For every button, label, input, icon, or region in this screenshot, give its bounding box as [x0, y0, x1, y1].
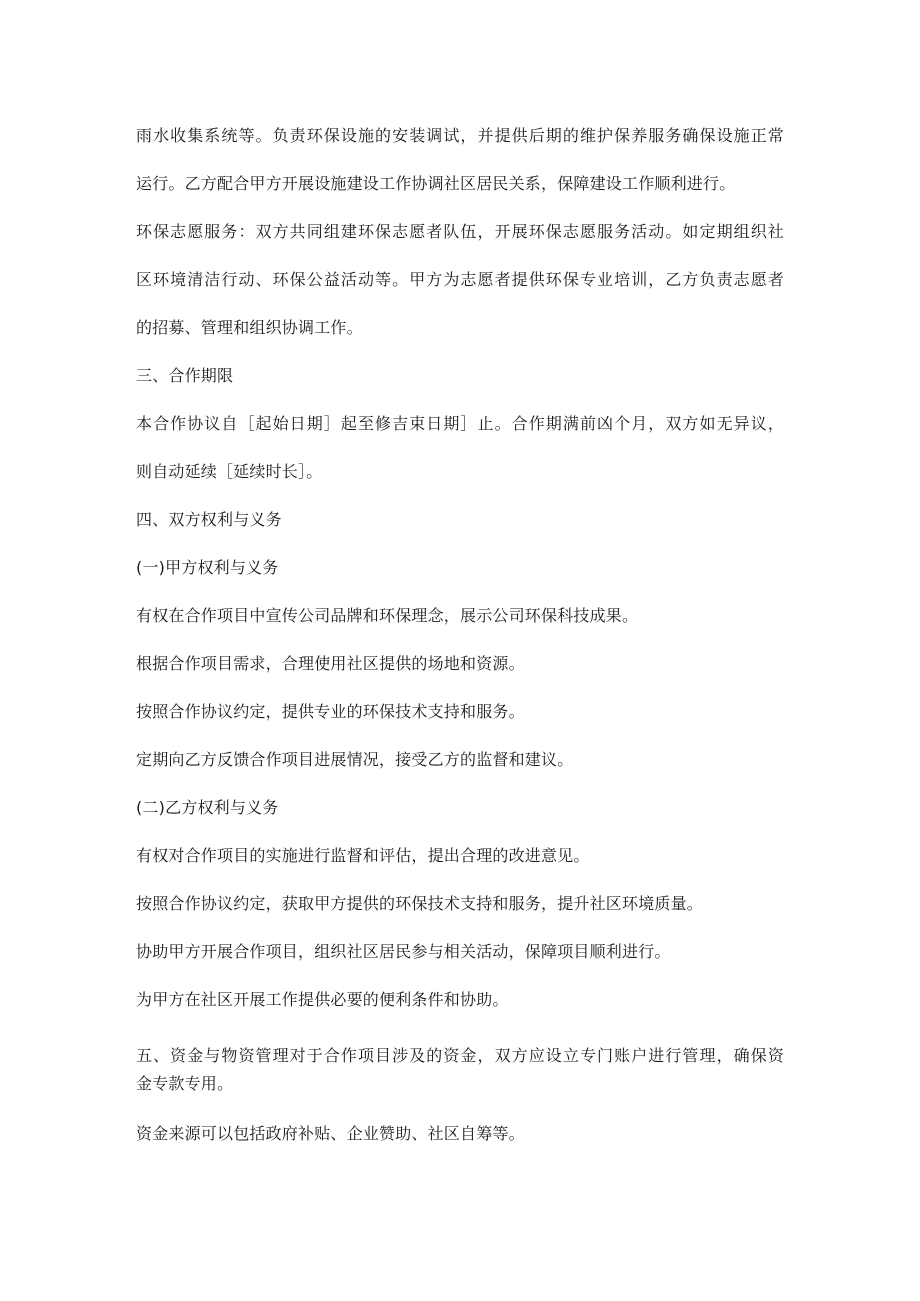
paragraph-line: 本合作协议自［起始日期］起至修吉束日期］止。合作期满前凶个月，双方如无异议，	[136, 414, 784, 433]
paragraph-line: 环保志愿服务：双方共同组建环保志愿者队伍，开展环保志愿服务活动。如定期组织社	[136, 222, 784, 241]
list-item: 根据合作项目需求，合理使用社区提供的场地和资源。	[136, 654, 525, 673]
paragraph-line: 的招募、管理和组织协调工作。	[136, 318, 363, 337]
list-item: 有权在合作项目中宣传公司品牌和环保理念，展示公司环保科技成果。	[136, 606, 639, 625]
section-heading: 四、双方权利与义务	[136, 510, 282, 529]
paragraph-line: 雨水收集系统等。负责环保设施的安装调试，并提供后期的维护保养服务确保设施正常	[136, 126, 784, 145]
paragraph-line: 则自动延续［延续时长］。	[136, 462, 323, 481]
subsection-heading: (一)甲方权利与义务	[136, 558, 279, 577]
list-item: 协助甲方开展合作项目，组织社区居民参与相关活动，保障项目顺利进行。	[136, 942, 671, 961]
paragraph-line: 区环境清洁行动、环保公益活动等。甲方为志愿者提供环保专业培训，乙方负责志愿者	[136, 270, 784, 289]
section-heading: 三、合作期限	[136, 366, 234, 385]
list-item: 定期向乙方反馈合作项目进展情况，接受乙方的监督和建议。	[136, 750, 574, 769]
paragraph-line: 金专款专用。	[136, 1074, 234, 1093]
paragraph-line: 运行。乙方配合甲方开展设施建设工作协调社区居民关系，保障建设工作顺利进行。	[136, 174, 736, 193]
list-item: 为甲方在社区开展工作提供必要的便利条件和协助。	[136, 990, 509, 1009]
subsection-heading: (二)乙方权利与义务	[136, 798, 279, 817]
list-item: 有权对合作项目的实施进行监督和评估，提出合理的改进意见。	[136, 846, 590, 865]
paragraph-line: 资金来源可以包括政府补贴、企业赞助、社区自筹等。	[136, 1124, 525, 1143]
list-item: 按照合作协议约定，提供专业的环保技术支持和服务。	[136, 702, 525, 721]
list-item: 按照合作协议约定，获取甲方提供的环保技术支持和服务，提升社区环境质量。	[136, 894, 704, 913]
section-heading: 五、资金与物资管理对于合作项目涉及的资金，双方应设立专门账户进行管理，确保资	[136, 1046, 784, 1065]
